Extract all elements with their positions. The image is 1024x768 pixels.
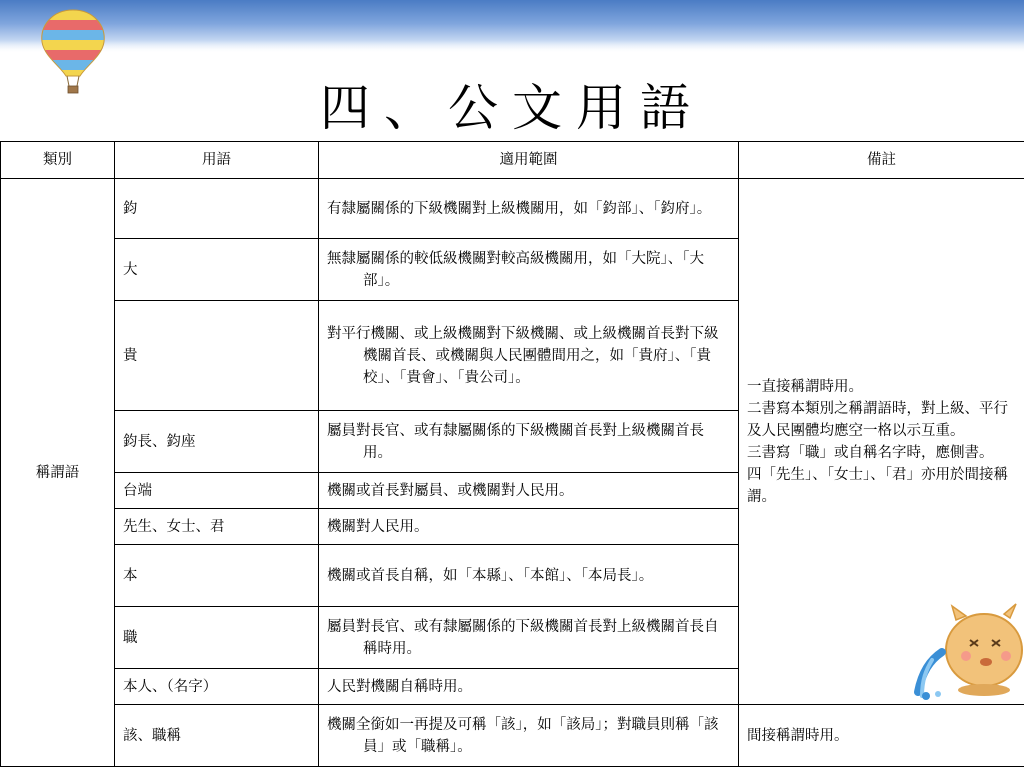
- scope-text: 機關對人民用。: [327, 518, 429, 535]
- term-cell: 鈞: [115, 179, 319, 239]
- scope-cell: [319, 607, 739, 669]
- header-category: 類別: [1, 142, 115, 179]
- scope-text: 機關或首長自稱，如「本縣」、「本館」、「本局長」。: [327, 567, 654, 584]
- term-cell: 鈞長、鈞座: [115, 411, 319, 473]
- term-cell: 台端: [115, 473, 319, 509]
- page-title: 四、公文用語: [320, 79, 704, 137]
- terminology-table: [0, 141, 1024, 767]
- scope-text: 機關全銜如一再提及可稱「該」，如「該局」；對職員則稱「該員」或「職稱」。: [327, 716, 719, 755]
- scope-text: 有隸屬關係的下級機關對上級機關用，如「鈞部」、「鈞府」。: [327, 200, 712, 217]
- scope-text: 機關或首長對屬員、或機關對人民用。: [327, 482, 574, 499]
- scope-cell: [319, 411, 739, 473]
- table-header-row: [1, 142, 1024, 179]
- scope-cell: [319, 473, 739, 509]
- header-term: 用語: [115, 142, 319, 179]
- remark-line: 四「先生」、「女士」、「君」亦用於間接稱謂。: [747, 466, 1008, 505]
- term-cell: 本人、（名字）: [115, 669, 319, 705]
- term-cell: 大: [115, 239, 319, 301]
- scope-cell: [319, 545, 739, 607]
- scope-text: 屬員對長官、或有隸屬關係的下級機關首長對上級機關首長用。: [327, 422, 704, 461]
- header-sky-fade: [0, 40, 1024, 54]
- term-cell: 職: [115, 607, 319, 669]
- category-cell: 稱謂語: [1, 179, 115, 767]
- mascot-icon: [912, 600, 1024, 702]
- table-row: [1, 705, 1024, 767]
- scope-cell: [319, 239, 739, 301]
- scope-text: 對平行機關、或上級機關對下級機關、或上級機關首長對下級機關首長、或機關與人民團體間用之，如「貴府」、「貴校」、「貴會」、「貴公司」。: [327, 325, 719, 386]
- scope-cell: [319, 705, 739, 767]
- term-cell: 先生、女士、君: [115, 509, 319, 545]
- scope-cell: [319, 179, 739, 239]
- remark-line: 二書寫本類別之稱謂語時，對上級、平行及人民團體均應空一格以示互重。: [747, 400, 1008, 439]
- term-cell: 本: [115, 545, 319, 607]
- table-row: [1, 179, 1024, 239]
- scope-text: 屬員對長官、或有隸屬關係的下級機關首長對上級機關首長自稱時用。: [327, 618, 719, 657]
- remark-line: 間接稱謂時用。: [747, 727, 849, 744]
- term-cell: 貴: [115, 301, 319, 411]
- scope-text: 人民對機關自稱時用。: [327, 678, 472, 695]
- remark-line: 一直接稱謂時用。: [747, 378, 863, 395]
- remark-line: 三書寫「職」或自稱名字時，應側書。: [747, 444, 994, 461]
- scope-cell: [319, 301, 739, 411]
- scope-cell: [319, 509, 739, 545]
- scope-text: 無隸屬關係的較低級機關對較高級機關用，如「大院」、「大部」。: [327, 250, 704, 289]
- remark-cell-last: [739, 705, 1024, 767]
- scope-cell: [319, 669, 739, 705]
- term-cell: 該、職稱: [115, 705, 319, 767]
- header-scope: 適用範圍: [319, 142, 739, 179]
- header-remarks: 備註: [739, 142, 1024, 179]
